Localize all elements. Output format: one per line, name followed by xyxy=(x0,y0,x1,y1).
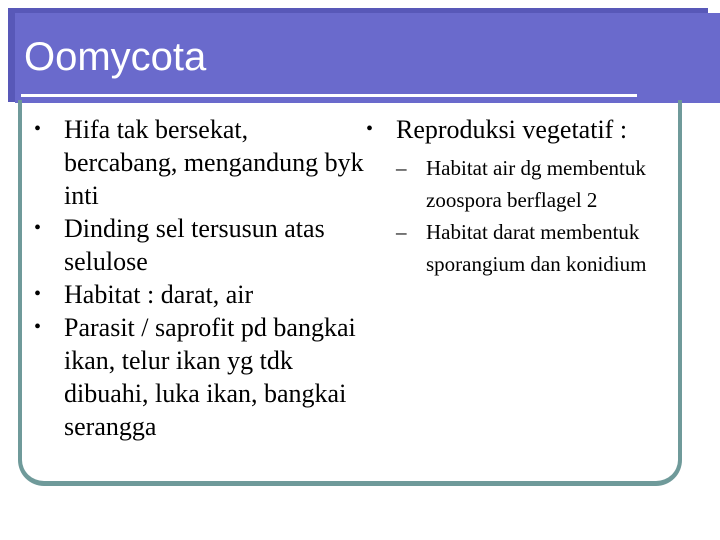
list-item xyxy=(34,113,364,212)
list-item xyxy=(34,311,364,443)
slide-title: Oomycota xyxy=(24,35,207,79)
list-item xyxy=(34,278,364,311)
bullet-icon: • xyxy=(34,316,42,338)
bullet-text: Reproduksi vegetatif : xyxy=(396,115,628,144)
dash-icon: – xyxy=(396,156,407,180)
sub-list-container xyxy=(366,152,696,280)
bullet-icon: • xyxy=(34,283,42,305)
sub-list-item xyxy=(366,152,696,216)
dash-icon: – xyxy=(396,220,407,244)
bullet-icon: • xyxy=(34,217,42,239)
bullet-icon: • xyxy=(366,118,374,140)
bullet-text: Parasit / saprofit pd bangkai ikan, telur ikan yg tdk dibuahi, luka ikan, bangkai serangga xyxy=(64,313,356,441)
bullet-text: Habitat : darat, air xyxy=(64,280,254,309)
bullet-text: Hifa tak bersekat, bercabang, mengandung byk inti xyxy=(64,115,364,210)
sub-bullet-list xyxy=(366,152,696,280)
title-underline xyxy=(21,94,637,97)
right-bullet-list xyxy=(366,113,696,280)
list-item xyxy=(366,113,696,146)
sub-bullet-text: Habitat air dg membentuk zoospora berflagel 2 xyxy=(426,156,646,212)
sub-bullet-text: Habitat darat membentuk sporangium dan konidium xyxy=(426,220,647,276)
bullet-text: Dinding sel tersusun atas selulose xyxy=(64,214,325,276)
sub-list-item xyxy=(366,216,696,280)
left-bullet-list xyxy=(34,113,364,443)
bullet-icon: • xyxy=(34,118,42,140)
list-item xyxy=(34,212,364,278)
